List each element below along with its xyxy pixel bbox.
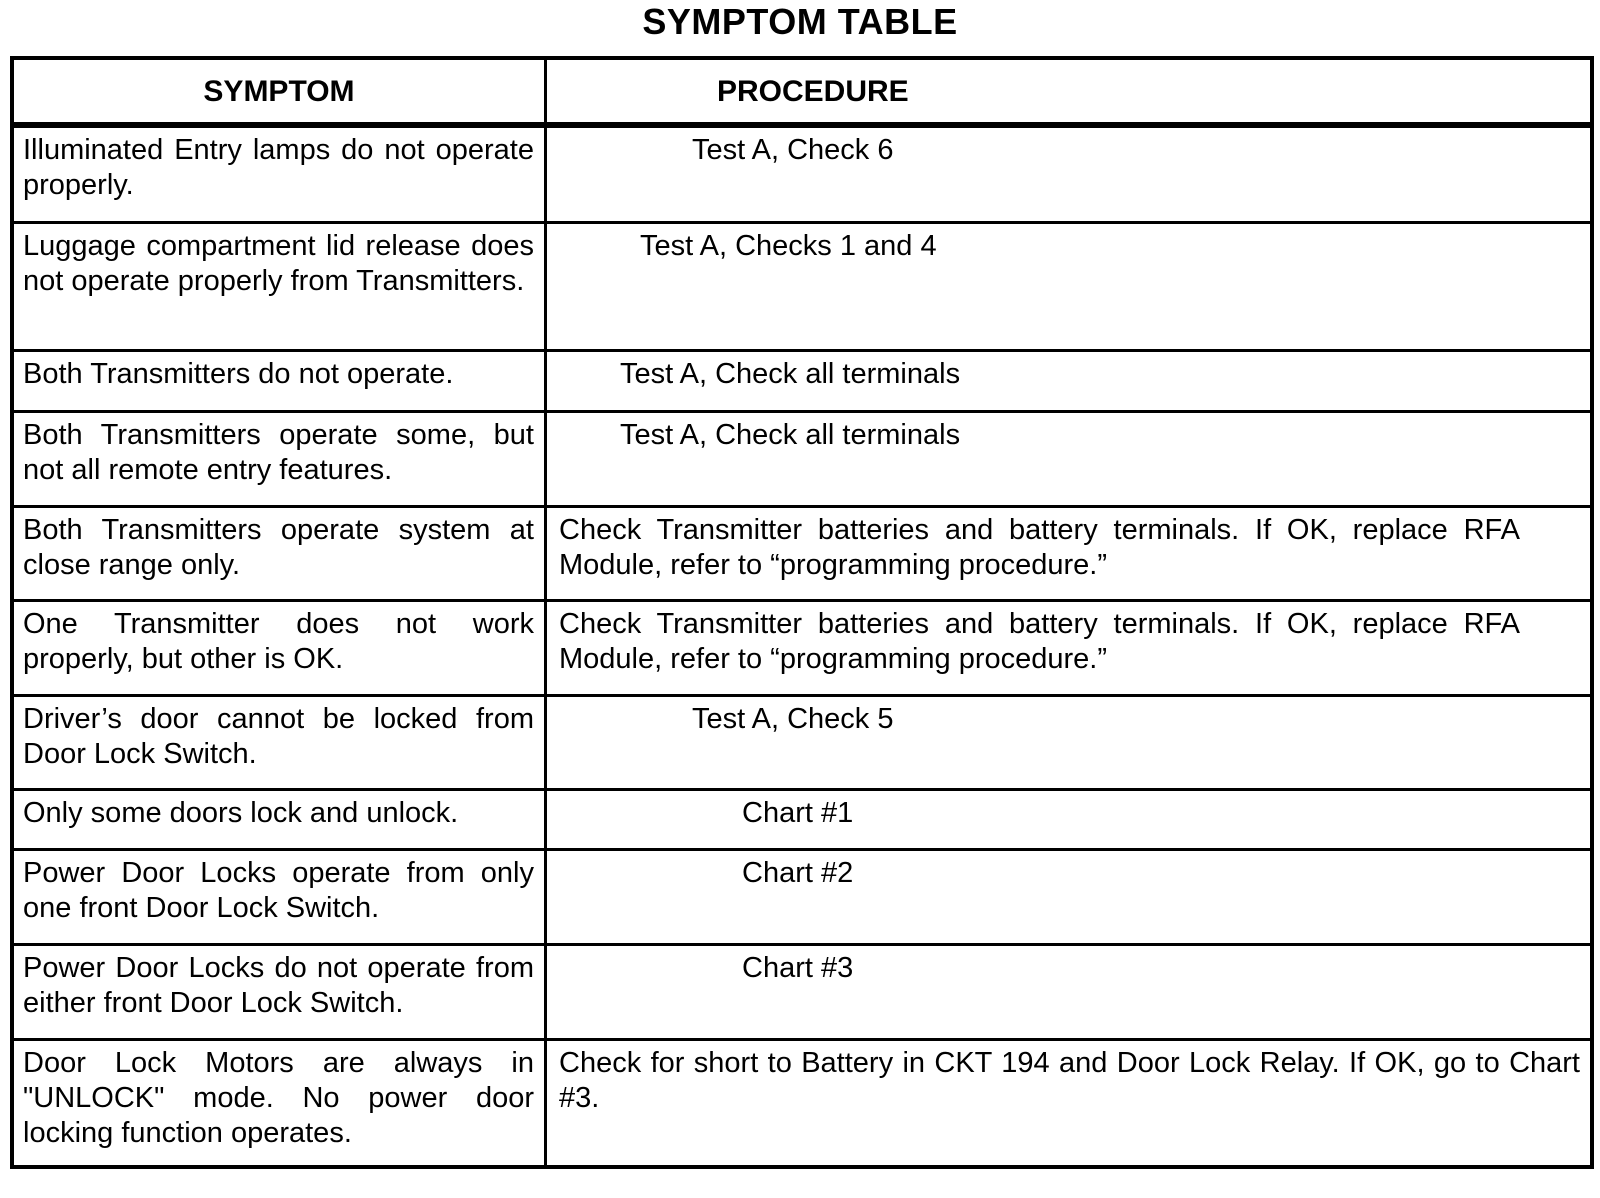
page-title: SYMPTOM TABLE [642,1,958,42]
symptom-column-header: SYMPTOM [12,58,546,125]
procedure-cell: Check Transmitter batteries and battery terminals. If OK, replace RFA Module, refer to “programming procedure.” [546,600,1593,695]
symptom-cell: Driver’s door cannot be locked from Door Lock Switch. [12,695,546,789]
header-row [12,58,1592,125]
procedure-cell: Chart #1 [546,789,1593,849]
symptom-cell: Door Lock Motors are always in "UNLOCK" mode. No power door locking function operates. [12,1039,546,1167]
symptom-cell: Both Transmitters operate system at close range only. [12,506,546,600]
table-row [12,944,1592,1039]
table-row [12,849,1592,944]
symptom-cell: Power Door Locks operate from only one front Door Lock Switch. [12,849,546,944]
symptom-cell: Illuminated Entry lamps do not operate properly. [12,125,546,222]
symptom-cell: Both Transmitters do not operate. [12,350,546,411]
table-row [12,506,1592,600]
symptom-cell: Luggage compartment lid release does not operate properly from Transmitters. [12,222,546,350]
table-row [12,1039,1592,1167]
procedure-cell: Test A, Check all terminals [546,350,1593,411]
procedure-cell: Check Transmitter batteries and battery terminals. If OK, replace RFA Module, refer to “programming procedure.” [546,506,1593,600]
table-row [12,125,1592,222]
symptom-cell: Both Transmitters operate some, but not all remote entry features. [12,411,546,506]
procedure-cell: Test A, Check 5 [546,695,1593,789]
procedure-cell: Test A, Check all terminals [546,411,1593,506]
procedure-cell: Check for short to Battery in CKT 194 and Door Lock Relay. If OK, go to Chart #3. [546,1039,1593,1167]
table-row [12,222,1592,350]
procedure-cell: Chart #2 [546,849,1593,944]
procedure-cell: Chart #3 [546,944,1593,1039]
symptom-table [10,56,1594,1169]
symptom-cell: Only some doors lock and unlock. [12,789,546,849]
table-row [12,411,1592,506]
table-row [12,695,1592,789]
table-row [12,789,1592,849]
table-row [12,600,1592,695]
table-row [12,350,1592,411]
procedure-column-header: PROCEDURE [546,58,1593,125]
procedure-cell: Test A, Checks 1 and 4 [546,222,1593,350]
symptom-cell: Power Door Locks do not operate from either front Door Lock Switch. [12,944,546,1039]
procedure-cell: Test A, Check 6 [546,125,1593,222]
symptom-cell: One Transmitter does not work properly, but other is OK. [12,600,546,695]
